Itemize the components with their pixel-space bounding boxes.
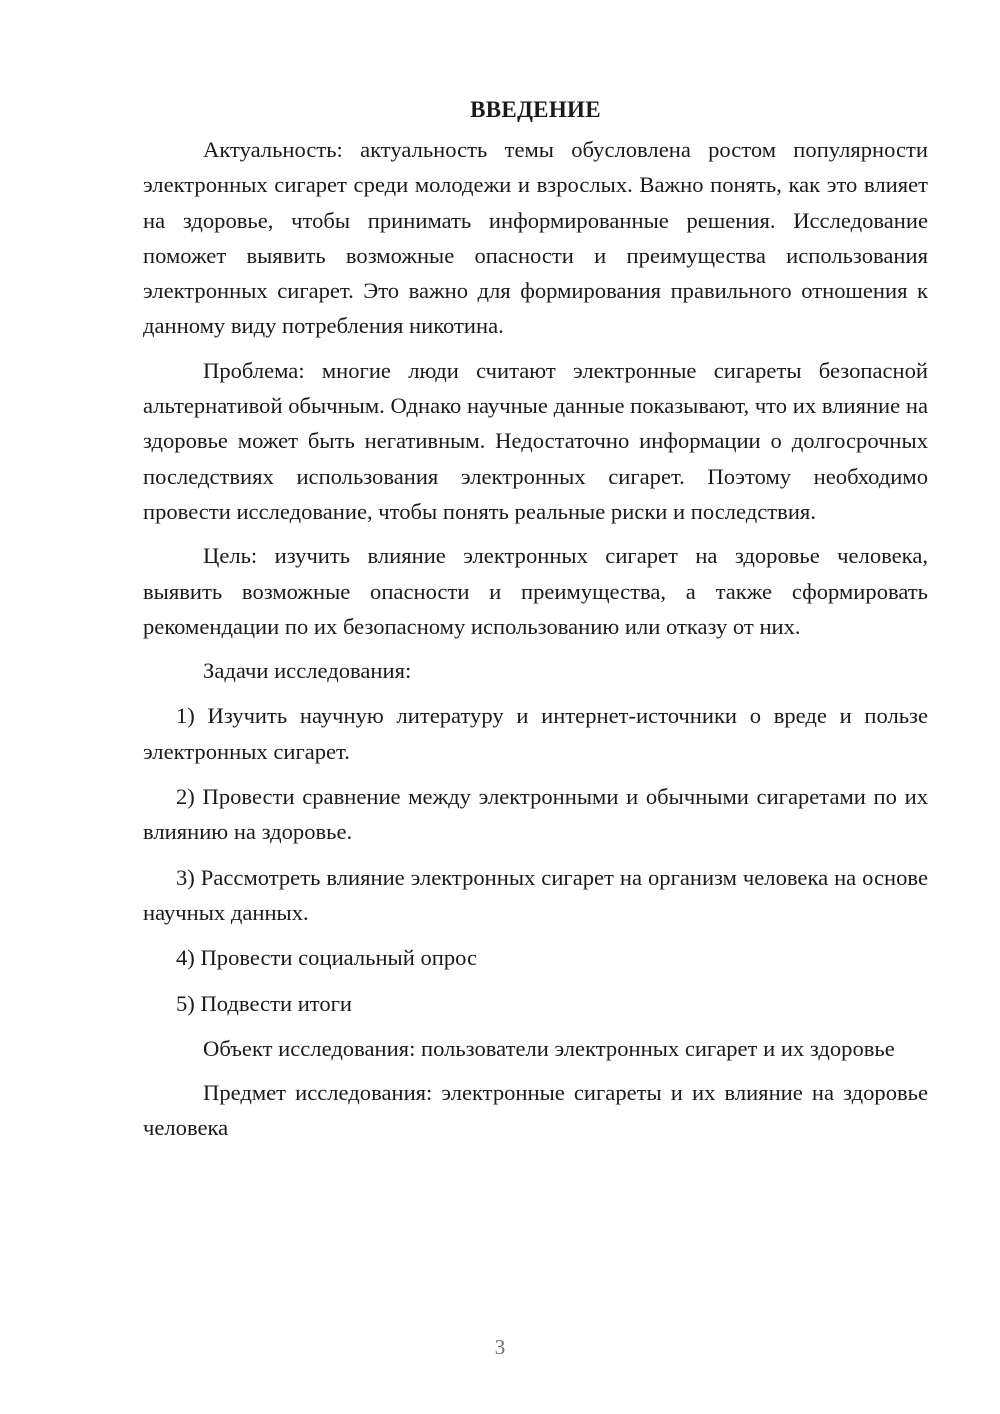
page-number: 3 bbox=[494, 1335, 506, 1359]
tasks-heading: Задачи исследования: bbox=[203, 658, 412, 684]
task-item-4: 4) Провести социальный опрос bbox=[176, 945, 478, 971]
task-item-2: 2) Провести сравнение между электронными и обычными сигаретами по их влиянию на здоровье. bbox=[143, 784, 928, 845]
task-item-5: 5) Подвести итоги bbox=[176, 990, 353, 1016]
page-title: ВВЕДЕНИЕ bbox=[470, 97, 601, 122]
object-paragraph: Объект исследования: пользователи электронных сигарет и их здоровье bbox=[203, 1035, 895, 1061]
goal-paragraph: Цель: изучить влияние электронных сигарет на здоровье человека, выявить возможные опасности и преимущества, а также сформировать рекомендации по их безопасному использованию или отказу от них. bbox=[143, 543, 928, 639]
page-content bbox=[143, 94, 928, 1155]
task-item-1: 1) Изучить научную литературу и интернет-источники о вреде и пользе электронных сигарет. bbox=[143, 703, 928, 764]
subject-paragraph: Предмет исследования: электронные сигареты и их влияние на здоровье человека bbox=[143, 1080, 928, 1141]
problem-paragraph: Проблема: многие люди считают электронные сигареты безопасной альтернативой обычным. Однако научные данные показывают, что их влияние на здоровье может быть негативным. Недостаточно информации о долгосрочных последствиях использования электронных сигарет. Поэтому необходимо провести исследование, чтобы понять реальные риски и последствия. bbox=[143, 357, 928, 524]
task-item-3: 3) Рассмотреть влияние электронных сигарет на организм человека на основе научных данных. bbox=[143, 864, 928, 925]
relevance-paragraph: Актуальность: актуальность темы обусловлена ростом популярности электронных сигарет среди молодежи и взрослых. Важно понять, как это влияет на здоровье, чтобы принимать информированные решения. Исследование поможет выявить возможные опасности и преимущества использования электронных сигарет. Это важно для формирования правильного отношения к данному виду потребления никотина. bbox=[143, 137, 928, 339]
